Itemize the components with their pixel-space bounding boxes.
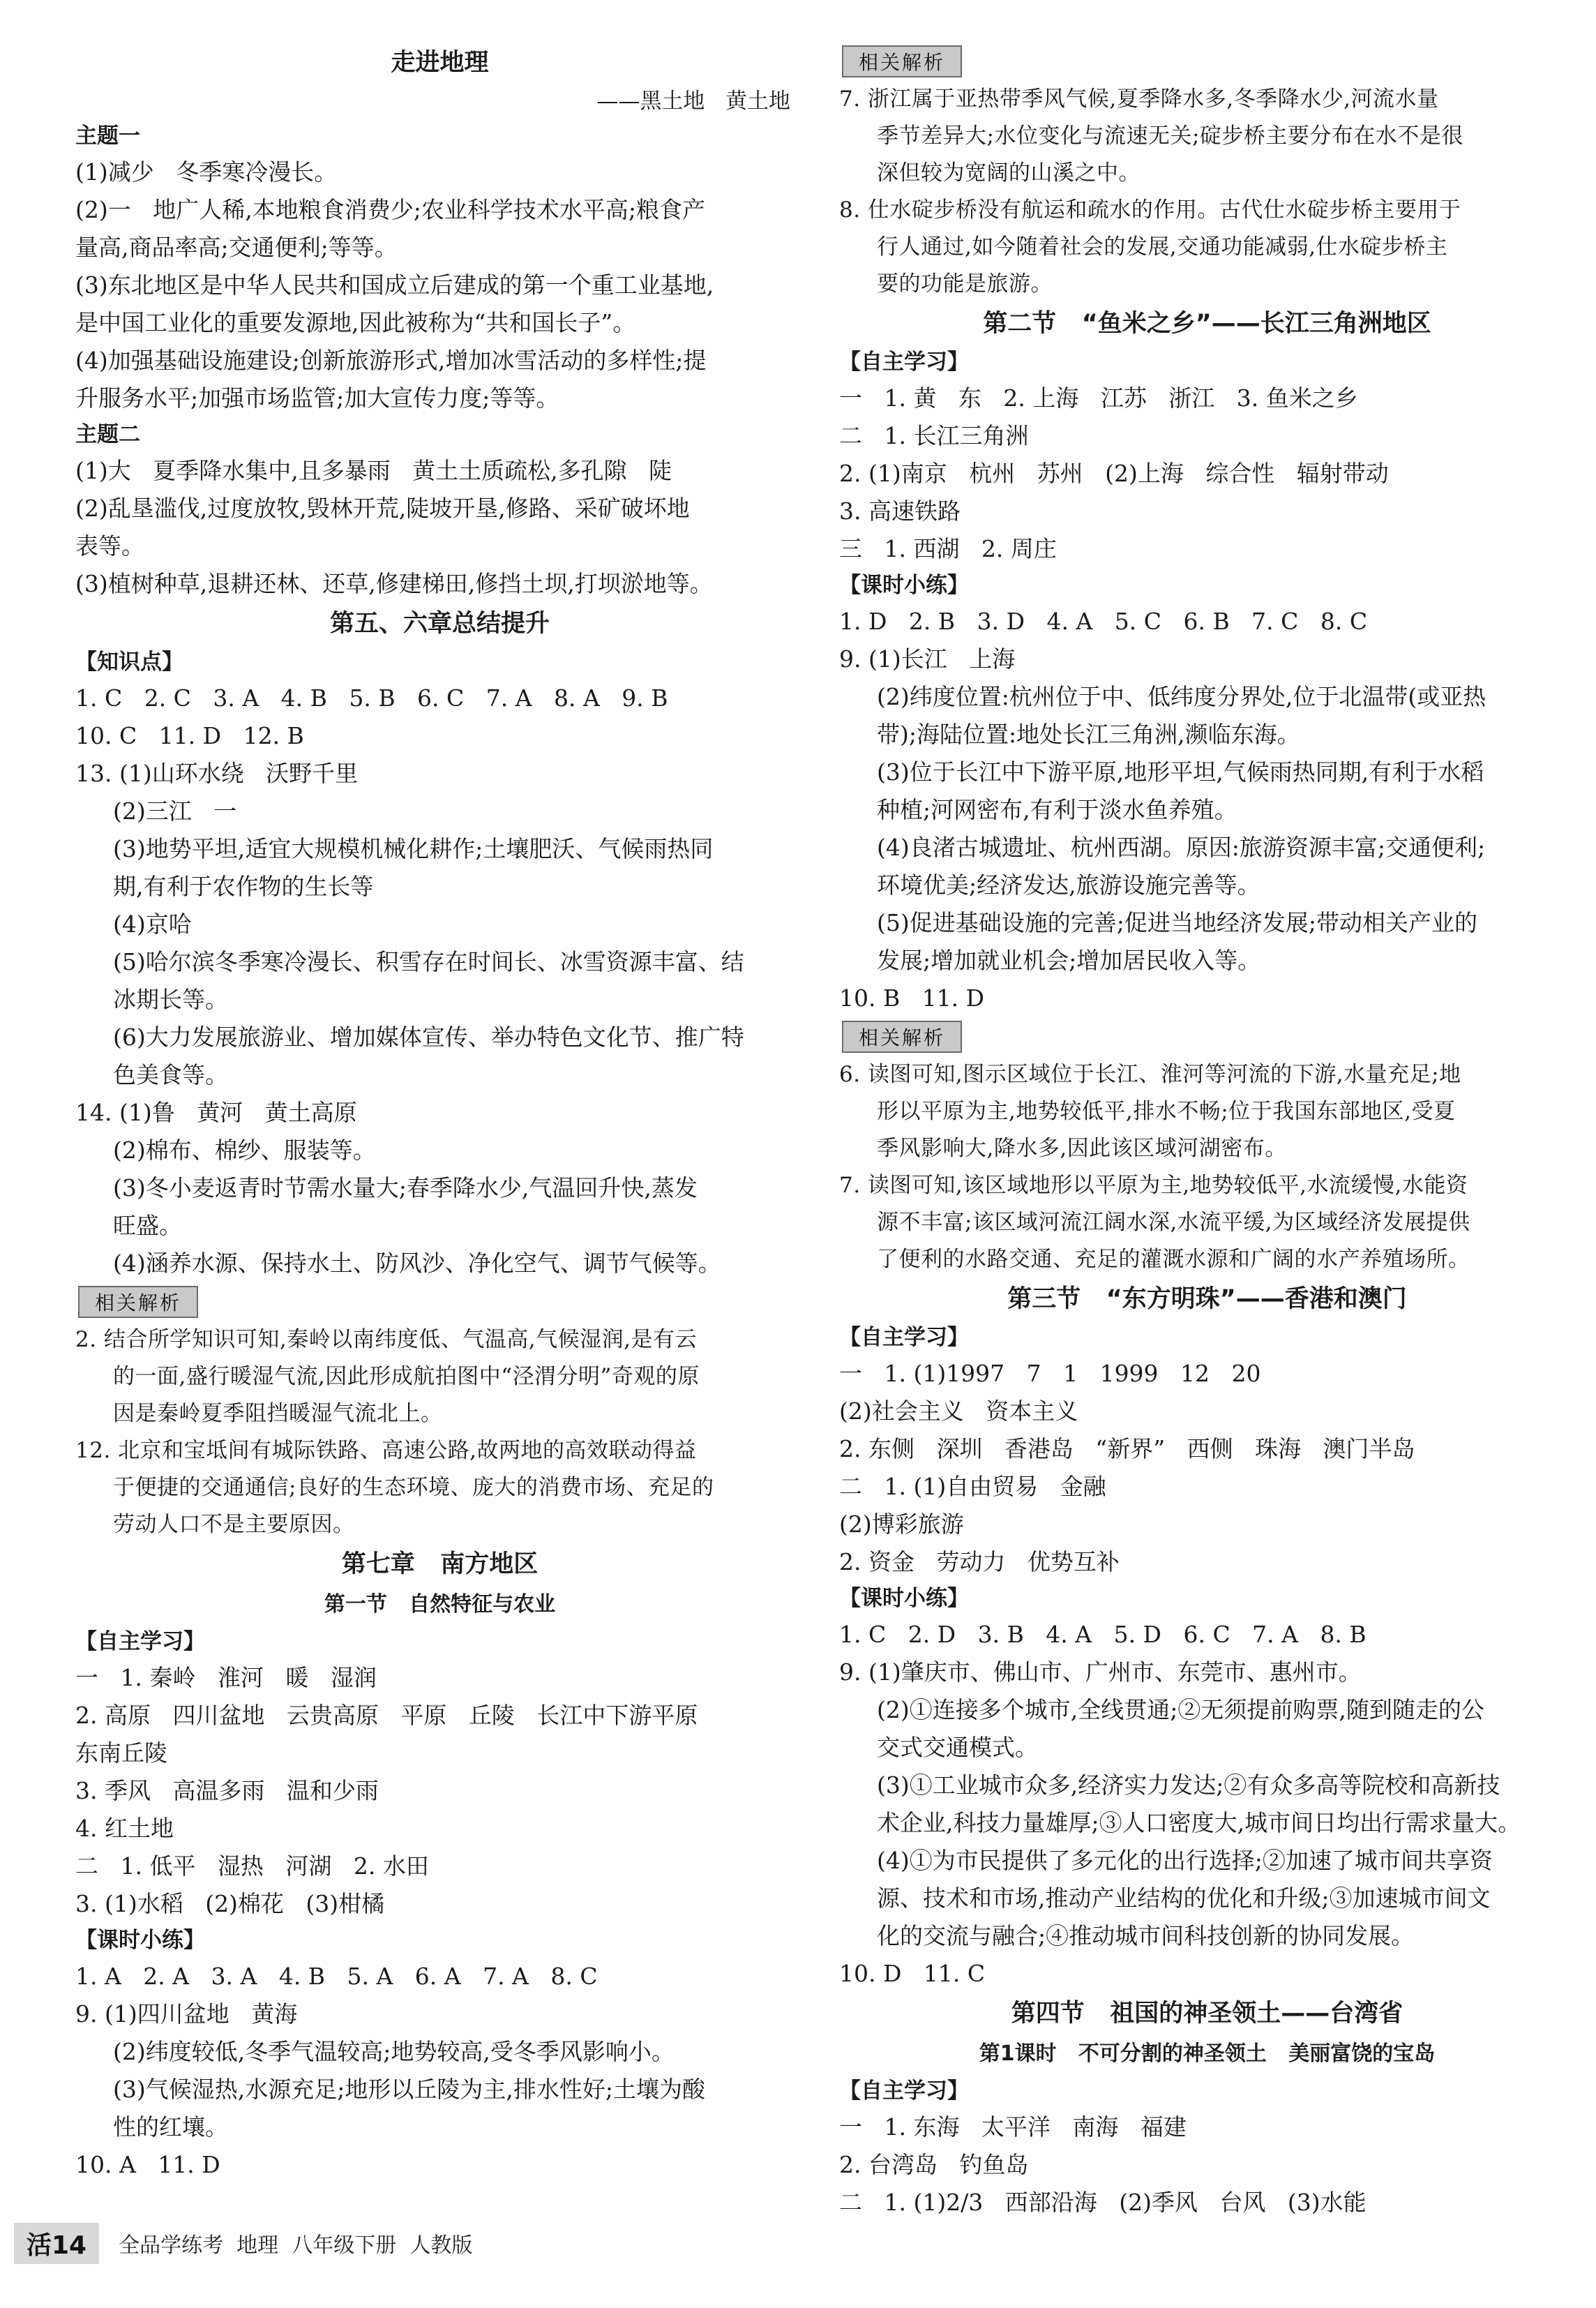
section-label: 【自主学习】 [839,1325,969,1350]
book-title: 全品学练考 地理 八年级下册 人教版 [119,2233,473,2258]
answer-line: 二 1. (1)自由贸易 金融 [839,1473,1106,1500]
answer-line: 带);海陆位置:地处长江三角洲,濒临东海。 [877,721,1300,748]
explanation-line: 深但较为宽阔的山溪之中。 [877,160,1140,186]
right-column [839,42,1575,2221]
answer-line: 发展;增加就业机会;增加居民收入等。 [877,947,1261,974]
answer-line: 东南丘陵 [75,1739,167,1767]
explanation-line: 了便利的水路交通、充足的灌溉水源和广阔的水产养殖场所。 [877,1247,1470,1272]
answer-line: 2. 台湾岛 钓鱼岛 [839,2151,1029,2178]
answer-line: (2)纬度位置:杭州位于中、低纬度分界处,位于北温带(或亚热 [877,683,1486,710]
answer-line: 性的红壤。 [113,2113,228,2141]
answer-line: 交式交通模式。 [877,1734,1038,1761]
answer-line: (2)三江 一 [113,797,237,825]
answer-line: (4)京哈 [113,911,192,938]
answer-line: 术企业,科技力量雄厚;③人口密度大,城市间日均出行需求量大。 [877,1809,1521,1836]
answer-line: (2)博彩旅游 [839,1511,964,1538]
answer-line: 二 1. 长江三角洲 [839,422,1029,449]
answer-line: 3. 季风 高温多雨 温和少雨 [75,1777,379,1804]
answer-line: (6)大力发展旅游业、增加媒体宣传、举办特色文化节、推广特 [113,1024,744,1051]
answer-line: (2)乱垦滥伐,过度放牧,毁林开荒,陡坡开垦,修路、采矿破坏地 [75,495,690,522]
answer-line: 升服务水平;加强市场监管;加大宣传力度;等等。 [75,384,559,412]
answer-line: 表等。 [75,532,144,560]
explanation-line: 7. 浙江属于亚热带季风气候,夏季降水多,冬季降水少,河流水量 [839,87,1439,112]
answer-line: 一 1. (1)1997 7 1 1999 12 20 [839,1360,1261,1387]
page-number: 活14 [14,2223,99,2264]
section-heading: 第七章 南方地区 [341,1550,539,1578]
answer-line: 期,有利于农作物的生长等 [113,873,374,900]
answer-line: 1. C 2. D 3. B 4. A 5. D 6. C 7. A 8. B [839,1621,1367,1648]
explanation-line: 的一面,盛行暖湿气流,因此形成航拍图中“泾渭分明”奇观的原 [113,1364,700,1389]
analysis-badge: 相关解析 [842,45,962,77]
answer-line: 1. A 2. A 3. A 4. B 5. A 6. A 7. A 8. C [75,1963,598,1990]
answer-line: 3. (1)水稻 (2)棉花 (3)柑橘 [75,1890,385,1917]
answer-line: 2. 资金 劳动力 优势互补 [839,1548,1120,1575]
section-heading: 走进地理 [391,49,489,77]
answer-line: 二 1. (1)2/3 西部沿海 (2)季风 台风 (3)水能 [839,2189,1367,2216]
explanation-line: 7. 读图可知,该区域地形以平原为主,地势较低平,水流缓慢,水能资 [839,1173,1468,1198]
answer-line: 10. C 11. D 12. B [75,722,304,749]
section-label: 【课时小练】 [75,1928,205,1953]
answer-line: (5)哈尔滨冬季寒冷漫长、积雪存在时间长、冰雪资源丰富、结 [113,948,744,975]
answer-line: (3)冬小麦返青时节需水量大;春季降水少,气温回升快,蒸发 [113,1174,698,1201]
answer-line: (3)①工业城市众多,经济实力发达;②有众多高等院校和高新技 [877,1771,1500,1799]
section-heading: 第二节 “鱼米之乡”——长江三角洲地区 [983,310,1431,338]
answer-line: 环境优美;经济发达,旅游设施完善等。 [877,871,1260,899]
answer-line: 9. (1)肇庆市、佛山市、广州市、东莞市、惠州市。 [839,1658,1362,1686]
subsection-heading: 第1课时 不可分割的神圣领土 美丽富饶的宝岛 [979,2041,1436,2066]
explanation-line: 源不丰富;该区域河流江阔水深,水流平缓,为区域经济发展提供 [877,1210,1470,1235]
answer-line: 量高,商品率高;交通便利;等等。 [75,234,398,261]
answer-line: (4)涵养水源、保持水土、防风沙、净化空气、调节气候等。 [113,1250,721,1277]
answer-line: (4)加强基础设施建设;创新旅游形式,增加冰雪活动的多样性;提 [75,347,707,374]
answer-line: (2)一 地广人稀,本地粮食消费少;农业科学技术水平高;粮食产 [75,196,705,223]
answer-line: (3)植树种草,退耕还林、还草,修建梯田,修挡土坝,打坝淤地等。 [75,570,713,597]
answer-line: 是中国工业化的重要发源地,因此被称为“共和国长子”。 [75,309,636,336]
section-label: 【知识点】 [75,650,183,675]
answer-line: 2. 东侧 深圳 香港岛 “新界” 西侧 珠海 澳门半岛 [839,1435,1415,1462]
analysis-badge: 相关解析 [78,1286,198,1318]
answer-line: 一 1. 黄 东 2. 上海 江苏 浙江 3. 鱼米之乡 [839,384,1358,412]
answer-line: (3)地势平坦,适宜大规模机械化耕作;土壤肥沃、气候雨热同 [113,835,714,862]
answer-line: (2)①连接多个城市,全线贯通;②无须提前购票,随到随走的公 [877,1696,1484,1723]
answer-line: 14. (1)鲁 黄河 黄土高原 [75,1099,357,1126]
answer-line: 1. D 2. B 3. D 4. A 5. C 6. B 7. C 8. C [839,608,1368,635]
left-column [75,42,804,2184]
answer-line: 1. C 2. C 3. A 4. B 5. B 6. C 7. A 8. A 9. B [75,684,668,712]
section-heading: 第三节 “东方明珠”——香港和澳门 [1007,1285,1407,1313]
analysis-badge-row [75,1282,804,1321]
answer-line: 二 1. 低平 湿热 河湖 2. 水田 [75,1852,429,1880]
answer-line: 三 1. 西湖 2. 周庄 [839,535,1057,562]
answer-line: 冰期长等。 [113,986,228,1013]
section-label: 【课时小练】 [839,1586,969,1611]
section-label: 【自主学习】 [839,350,969,375]
answer-line: (4)①为市民提供了多元化的出行选择;②加速了城市间共享资 [877,1847,1493,1874]
answer-line: 旺盛。 [113,1212,182,1239]
answer-line: 13. (1)山环水绕 沃野千里 [75,760,359,787]
answer-line: 源、技术和市场,推动产业结构的优化和升级;③加速城市间文 [877,1884,1491,1912]
analysis-badge: 相关解析 [842,1021,962,1053]
answer-line: 9. (1)长江 上海 [839,645,1016,673]
answer-line: (1)减少 冬季寒冷漫长。 [75,158,338,186]
answer-line: (3)东北地区是中华人民共和国成立后建成的第一个重工业基地, [75,271,714,299]
answer-line: (3)位于长江中下游平原,地形平坦,气候雨热同期,有利于水稻 [877,758,1484,786]
explanation-line: 8. 仕水碇步桥没有航运和疏水的作用。古代仕水碇步桥主要用于 [839,197,1461,223]
answer-line: 9. (1)四川盆地 黄海 [75,2000,298,2028]
section-heading: 第四节 祖国的神圣领土——台湾省 [1011,2000,1403,2028]
explanation-line: 季风影响大,降水多,因此该区域河湖密布。 [877,1136,1287,1161]
analysis-badge-row [839,42,1575,81]
answer-line: (2)棉布、棉纱、服装等。 [113,1137,376,1164]
subtitle-line: ——黑土地 黄土地 [596,89,790,114]
answer-line: (5)促进基础设施的完善;促进当地经济发展;带动相关产业的 [877,909,1477,936]
page-footer [14,2219,472,2268]
subsection-heading: 第一节 自然特征与农业 [324,1592,556,1617]
answer-line: (2)社会主义 资本主义 [839,1397,1078,1425]
answer-line: 一 1. 秦岭 淮河 暖 湿润 [75,1664,377,1691]
answer-line: 3. 高速铁路 [839,497,961,525]
explanation-line: 要的功能是旅游。 [877,271,1053,297]
section-label: 【自主学习】 [75,1629,205,1654]
answer-line: 色美食等。 [113,1061,228,1088]
answer-line: 种植;河网密布,有利于淡水鱼养殖。 [877,796,1237,823]
explanation-line: 2. 结合所学知识可知,秦岭以南纬度低、气温高,气候湿润,是有云 [75,1327,697,1352]
answer-line: 2. 高原 四川盆地 云贵高原 平原 丘陵 长江中下游平原 [75,1702,698,1729]
answer-line: 10. B 11. D [839,984,985,1012]
section-label: 主题一 [75,123,140,149]
explanation-line: 形以平原为主,地势较低平,排水不畅;位于我国东部地区,受夏 [877,1099,1456,1124]
explanation-line: 12. 北京和宝坻间有城际铁路、高速公路,故两地的高效联动得益 [75,1438,697,1463]
answer-line: 10. D 11. C [839,1960,986,1987]
answer-line: 化的交流与融合;④推动城市间科技创新的协同发展。 [877,1922,1415,1949]
explanation-line: 劳动人口不是主要原因。 [113,1512,355,1537]
section-heading: 第五、六章总结提升 [329,610,550,638]
answer-line: 2. (1)南京 杭州 苏州 (2)上海 综合性 辐射带动 [839,460,1389,487]
explanation-line: 6. 读图可知,图示区域位于长江、淮河等河流的下游,水量充足;地 [839,1062,1461,1087]
explanation-line: 行人通过,如今随着社会的发展,交通功能减弱,仕水碇步桥主 [877,234,1448,260]
answer-line: 10. A 11. D [75,2151,220,2178]
answer-line: (1)大 夏季降水集中,且多暴雨 黄土土质疏松,多孔隙 陡 [75,457,672,484]
section-label: 【课时小练】 [839,573,969,598]
analysis-badge-row [839,1017,1575,1056]
answer-line: 4. 红土地 [75,1815,174,1842]
explanation-line: 于便捷的交通通信;良好的生态环境、庞大的消费市场、充足的 [113,1475,714,1500]
explanation-line: 因是秦岭夏季阻挡暖湿气流北上。 [113,1401,443,1426]
section-label: 【自主学习】 [839,2078,969,2104]
explanation-line: 季节差异大;水位变化与流速无关;碇步桥主要分布在水不是很 [877,123,1463,149]
answer-line: (4)良渚古城遗址、杭州西湖。原因:旅游资源丰富;交通便利; [877,834,1486,861]
answer-line: 一 1. 东海 太平洋 南海 福建 [839,2113,1187,2141]
answer-line: (2)纬度较低,冬季气温较高;地势较高,受冬季风影响小。 [113,2038,675,2065]
answer-line: (3)气候湿热,水源充足;地形以丘陵为主,排水性好;土壤为酸 [113,2076,705,2103]
section-label: 主题二 [75,422,140,447]
